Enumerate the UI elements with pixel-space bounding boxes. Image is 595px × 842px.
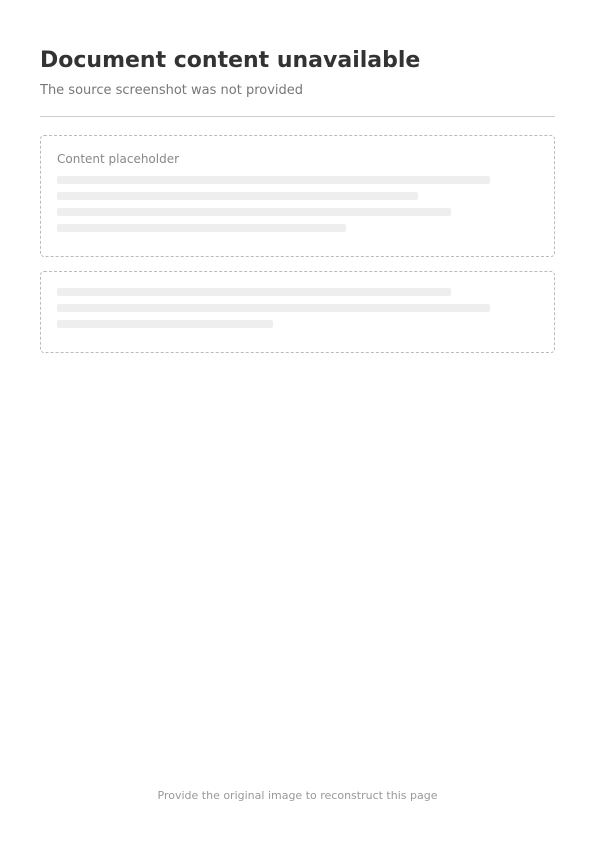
placeholder-line xyxy=(57,176,490,184)
placeholder-line xyxy=(57,208,451,216)
placeholder-line xyxy=(57,320,273,328)
placeholder-label: Content placeholder xyxy=(57,152,180,166)
placeholder-line xyxy=(57,304,490,312)
placeholder-line xyxy=(57,224,346,232)
placeholder-line xyxy=(57,192,418,200)
content-placeholder xyxy=(40,271,555,353)
placeholder-line xyxy=(57,288,451,296)
divider xyxy=(40,116,555,117)
document-subtitle: The source screenshot was not provided xyxy=(40,83,304,98)
unavailable-note: Provide the original image to reconstruct this page xyxy=(157,789,438,802)
document-title: Document content unavailable xyxy=(40,48,421,73)
content-placeholder xyxy=(40,135,555,257)
